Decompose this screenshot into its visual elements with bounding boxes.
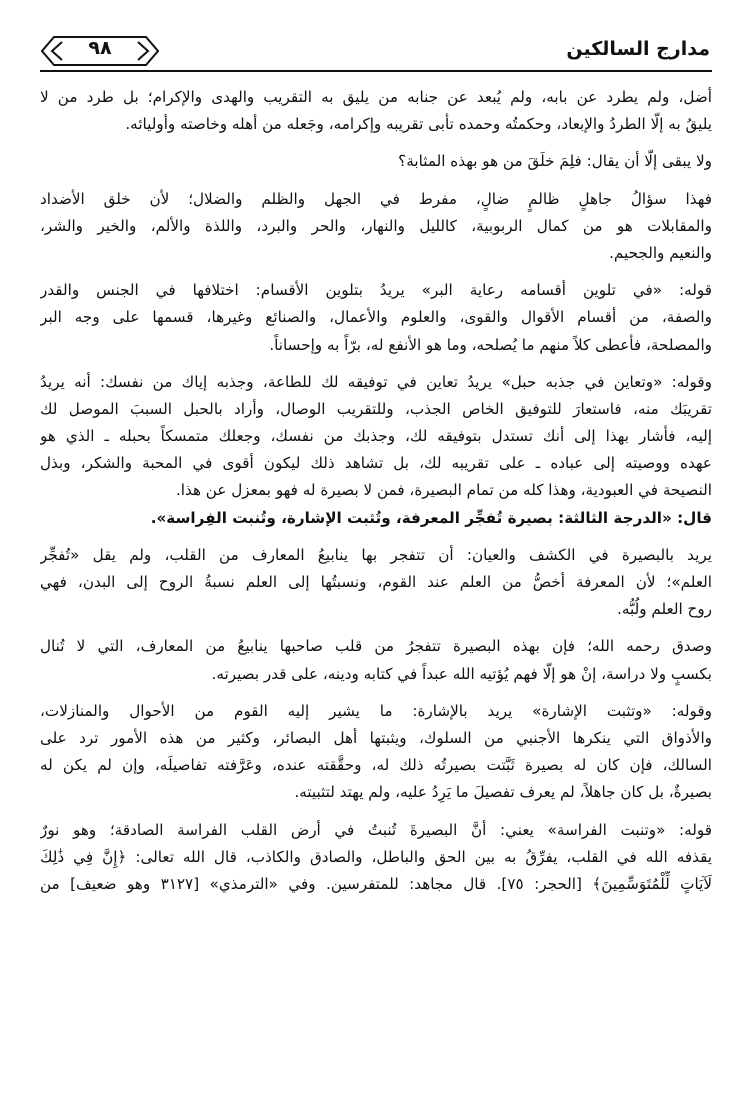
text-line: لَآيَاتٍ لِّلْمُتَوَسِّمِينَ﴾ [الحجر: ٧٥]. قال مجاهد: للمتفرسين. وفي «الترمذي» [٣١٢٧ وهو ضعيف] من	[40, 874, 712, 893]
text-line: وقوله: «وتعاين في جذبه حبل» يريدُ تعاين في توفيقه لك للطاعة، وجذبه إياك من نفسك: أنه يريدُ	[40, 372, 712, 391]
text-line: فهذا سؤالُ جاهلٍ ظالمٍ ضالٍ، مفرط في الجهل والظلم والضلال؛ لأن خلق الأضداد	[40, 189, 712, 208]
text-line: يليقُ به إلّا الطردُ والإبعاد، وحكمتُه وحمده تأبى تقريبه وإكرامه، وجَعله من أهله وخاصته وأوليائه.	[125, 115, 712, 134]
text-line: عهده ووصيته إلى عباده ـ على تقريبه لك، بل تشاهد ذلك ليكون أقوى في المحبة والشكر، وبذل	[40, 454, 712, 473]
text-line: يريد بالبصيرة في الكشف والعيان: أن تتفجر بها ينابيعُ المعارف من القلب، ولم يقل «تُفجِّر	[40, 545, 712, 564]
text-line: العلم»؛ لأن المعرفة أخصُّ من العلم عند القوم، ونسبتُها إلى العلم نسبةُ الروح إلى البدن، فهي	[40, 573, 712, 591]
text-line: النصيحة في العبودية، وهذا كله من تمام البصيرة، فمن لا بصيرة له فهو بمعزل عن هذا.	[175, 481, 712, 500]
page-header	[40, 32, 712, 68]
header-rule	[40, 70, 712, 72]
text-line: روح العلم ولُبُّه.	[617, 600, 712, 619]
text-line: قال: «الدرجة الثالثة: بصيرة تُفجِّر المعرفة، وتُثبت الإشارة، وتُنبت الفِراسة».	[150, 508, 712, 527]
text-line: وقوله: «وتثبت الإشارة» يريد بالإشارة: ما يشير إليه القوم من الأحوال والمنازلات،	[40, 701, 712, 720]
text-line: السالك، فإن كان له بصيرة ثَبَّتت بصيرتُه ذلك له، وحقَّقته عنده، وعَرَّفته تفاصيلَه، وإن لم يكن له	[40, 756, 712, 775]
text-line: والأذواق التي ينكرها الأجنبي من السلوك، ويثبتها أهل البصائر، وكثير من هذه الأمور ترد على	[40, 728, 712, 747]
text-line: والمقابلات هو من كمال الربوبية، كالليل والنهار، والحر والبرد، واللذة والألم، والخير والشر،	[40, 216, 712, 235]
text-line: يقذفه الله في القلب، يفرِّقُ به بين الحق والباطل، والصادق والكاذب، قال الله تعالى: ﴿إِنَّ فِي ذَٰلِكَ	[40, 847, 712, 866]
text-line: والمصلحة، فأعطى كلاً منهم ما يُصلحه، وما هو الأنفع له، برّاً به وإحساناً.	[269, 335, 712, 354]
text-line: وصدق رحمه الله؛ فإن بهذه البصيرة تتفجرُ من قلب صاحبها ينابيعُ من المعارف، التي لا تُنال	[40, 637, 712, 656]
text-line: قوله: «في تلوين أقسامه رعاية البر» يريدُ بتلوين الأقسام: اختلافها في الجنس والقدر	[40, 281, 712, 300]
text-line: قوله: «وتنبت الفراسة» يعني: أنَّ البصيرةَ تُنبتُ في أرض القلب الفراسة الصادقة؛ وهو نورٌ	[40, 820, 712, 839]
text-line: أضل، ولم يطرد عن بابه، ولم يُبعد عن جنابه من يليق به التقريب والهدى والإكرام؛ بل طرد من لا	[40, 88, 712, 106]
text-line: والنعيم والجحيم.	[609, 243, 712, 262]
body-text	[40, 84, 712, 898]
text-line: والصفة، من أقسام الأقوال والقوى، والعلوم والأعمال، والصنائع وغيرها، قسمها على وجه البر	[40, 308, 712, 327]
book-title: مدارج السالكين	[566, 38, 710, 60]
text-line: بكسبٍ ولا دراسة، إنْ هو إلّا فهم يُؤتيه الله عبداً في كتابه ودينه، على قدر بصيرته.	[211, 664, 712, 683]
text-line: إليه، فأشار بهذا إلى أنك تستدل بتوفيقه لك، وجذبك من نفسك، وجعلك متمسكاً بحبله ـ الذي هو	[40, 427, 712, 446]
text-line: بصيرةٌ، بل كان جاهلاً، لم يعرف تفصيلَ ما يَرِدُ عليه، ولم يهتد لتثبيته.	[294, 783, 712, 802]
page-number-frame	[40, 34, 160, 66]
page-number: ٩٨	[88, 37, 112, 59]
text-line: ولا يبقى إلّا أن يقال: فلِمَ خلَقَ من هو بهذه المثابة؟	[398, 152, 712, 171]
text-line: تقريبَك منه، فاستعارَ للتوفيق الخاص الجذب، وللتقريب الوصال، وأراد بالحبل السببَ الموصل لك	[40, 399, 712, 418]
